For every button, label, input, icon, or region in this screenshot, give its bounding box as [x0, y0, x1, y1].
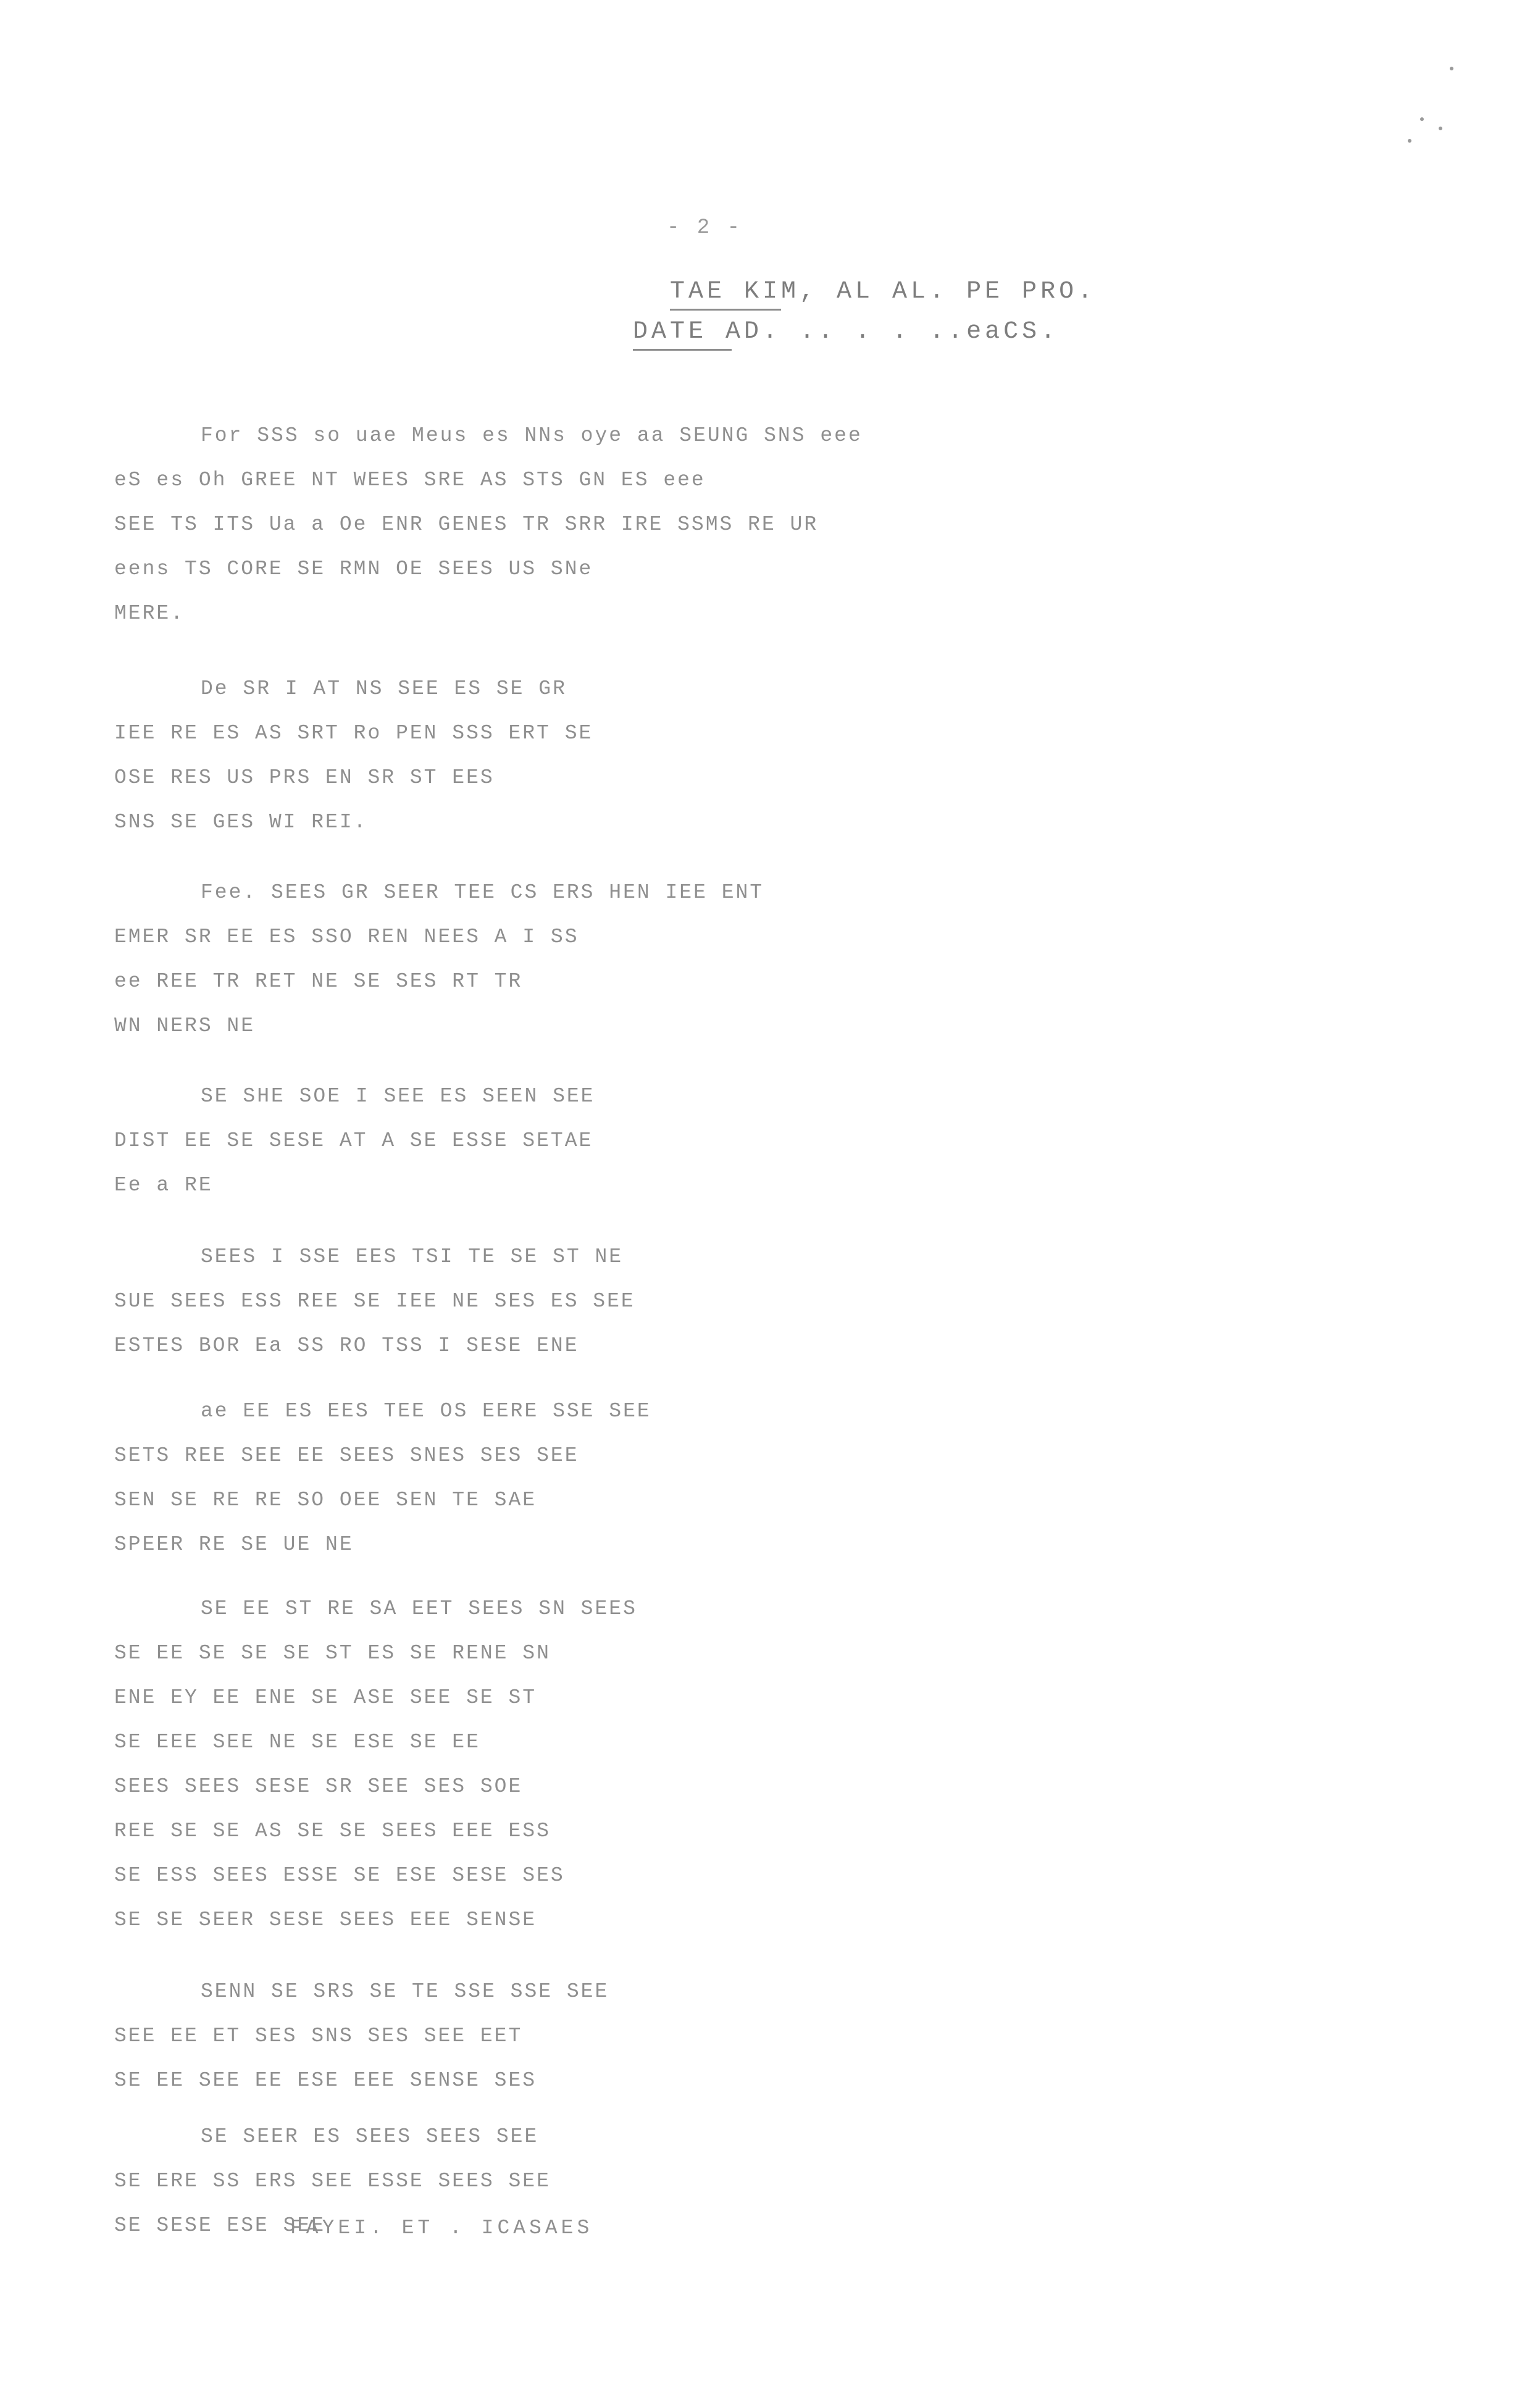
paragraph-line: Fee. SEES GR SEER TEE CS ERS HEN IEE ENT [201, 881, 764, 904]
paragraph-9 [114, 2115, 1164, 2248]
paragraph-line: SE EEE SEE NE SE ESE SE EE [114, 1731, 480, 1754]
paragraph-line: For SSS so uae Meus es NNs oye aa SEUNG SNS eee [201, 424, 863, 447]
paragraph-line: SE SHE SOE I SEE ES SEEN SEE [201, 1085, 595, 1108]
paragraph-1 [114, 414, 1164, 636]
paragraph-line: IEE RE ES AS SRT Ro PEN SSS ERT SE [114, 722, 593, 745]
paragraph-line: SENN SE SRS SE TE SSE SSE SEE [201, 1980, 609, 2003]
paragraph-line: REE SE SE AS SE SE SEES EEE ESS [114, 1820, 551, 1842]
paragraph-line: SEE TS ITS Ua a Oe ENR GENES TR SRR IRE SSMS RE UR [114, 513, 819, 536]
paragraph-line: eS es Oh GREE NT WEES SRE AS STS GN ES eee [114, 469, 706, 491]
title-underline-2 [633, 349, 732, 351]
paragraph-line: ee REE TR RET NE SE SES RT TR [114, 970, 523, 993]
scan-speck [1420, 117, 1424, 121]
paragraph-line: ENE EY EE ENE SE ASE SEE SE ST [114, 1686, 537, 1709]
paragraph-line: Ee a RE [114, 1174, 213, 1197]
paragraph-line: ae EE ES EES TEE OS EERE SSE SEE [201, 1400, 651, 1423]
paragraph-8 [114, 1970, 1164, 2103]
title-underline-1 [670, 309, 781, 311]
title-line-1: TAE KIM, AL AL. PE PRO. [670, 278, 1097, 306]
paragraph-line: SE EE SEE EE ESE EEE SENSE SES [114, 2069, 537, 2092]
paragraph-3 [114, 871, 1164, 1048]
paragraph-line: MERE. [114, 602, 185, 625]
paragraph-line: SE EE SE SE SE ST ES SE RENE SN [114, 1642, 551, 1665]
scan-speck [1408, 139, 1411, 143]
paragraph-line: SE SEER ES SEES SEES SEE [201, 2125, 539, 2148]
paragraph-line: SUE SEES ESS REE SE IEE NE SES ES SEE [114, 1290, 635, 1313]
scan-speck [1439, 127, 1442, 130]
paragraph-line: SE EE ST RE SA EET SEES SN SEES [201, 1597, 637, 1620]
paragraph-line: SETS REE SEE EE SEES SNES SES SEE [114, 1444, 579, 1467]
paragraph-line: SEES SEES SESE SR SEE SES SOE [114, 1775, 523, 1798]
page-number: - 2 - [667, 216, 743, 240]
paragraph-line: SPEER RE SE UE NE [114, 1533, 354, 1556]
scan-speck [1450, 67, 1453, 70]
paragraph-line: OSE RES US PRS EN SR ST EES [114, 766, 495, 789]
paragraph-6 [114, 1389, 1164, 1567]
paragraph-line: De SR I AT NS SEE ES SE GR [201, 677, 567, 700]
paragraph-line: SE SESE ESE SEE [114, 2214, 326, 2237]
paragraph-line: SEN SE RE RE SO OEE SEN TE SAE [114, 1489, 537, 1511]
paragraph-line: SEE EE ET SES SNS SES SEE EET [114, 2025, 523, 2047]
paragraph-line: SE SE SEER SESE SEES EEE SENSE [114, 1908, 537, 1931]
paragraph-line: EMER SR EE ES SSO REN NEES A I SS [114, 926, 579, 948]
paragraph-2 [114, 667, 1164, 845]
paragraph-line: SEES I SSE EES TSI TE SE ST NE [201, 1245, 624, 1268]
paragraph-line: eens TS CORE SE RMN OE SEES US SNe [114, 558, 593, 580]
paragraph-line: SNS SE GES WI REI. [114, 811, 368, 834]
paragraph-7 [114, 1587, 1164, 1942]
paragraph-4 [114, 1074, 1164, 1208]
paragraph-line: ESTES BOR Ea SS RO TSS I SESE ENE [114, 1334, 579, 1357]
footer-line: FAYEI. ET . ICASAES [290, 2217, 593, 2239]
paragraph-line: SE ESS SEES ESSE SE ESE SESE SES [114, 1864, 565, 1887]
paragraph-line: SE ERE SS ERS SEE ESSE SEES SEE [114, 2170, 551, 2193]
paragraph-line: WN NERS NE [114, 1014, 256, 1037]
paragraph-line: DIST EE SE SESE AT A SE ESSE SETAE [114, 1129, 593, 1152]
paragraph-5 [114, 1235, 1164, 1368]
title-line-2: DATE AD. .. . . ..eaCS. [633, 318, 1060, 346]
